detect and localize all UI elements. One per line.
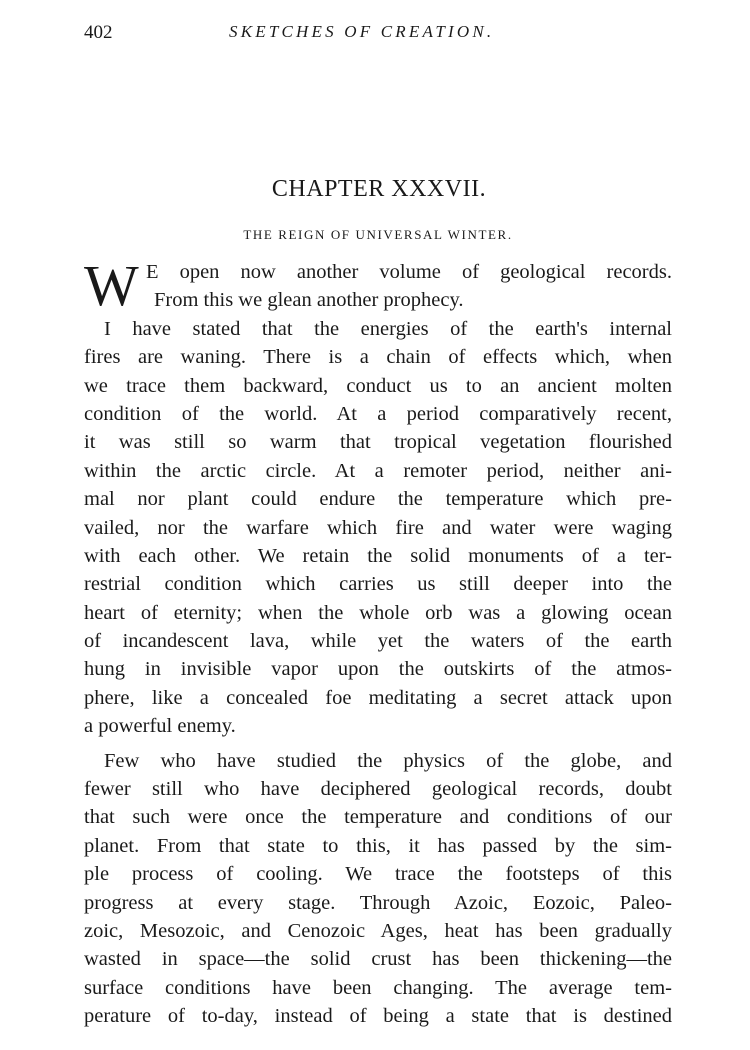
- text-line: ple process of cooling. We trace the footsteps of this: [84, 863, 672, 886]
- paragraph-2: [84, 315, 672, 741]
- paragraph-3: [84, 747, 672, 1031]
- text-line: planet. From that state to this, it has passed by the sim-: [84, 834, 672, 857]
- text-line: I have stated that the energies of the earth's internal: [104, 317, 672, 340]
- text-line: heart of eternity; when the whole orb was a glowing ocean: [84, 601, 672, 624]
- text-line: From this we glean another prophecy.: [154, 289, 464, 312]
- text-line: condition of the world. At a period comparatively recent,: [84, 402, 672, 425]
- text-line: with each other. We retain the solid monuments of a ter-: [84, 544, 672, 567]
- text-line: progress at every stage. Through Azoic, Eozoic, Paleo-: [84, 891, 672, 914]
- chapter-title: CHAPTER XXXVII.: [271, 176, 487, 202]
- text-line: that such were once the temperature and conditions of our: [84, 806, 672, 829]
- text-line: mal nor plant could endure the temperature which pre-: [84, 488, 672, 511]
- text-line: fires are waning. There is a chain of effects which, when: [84, 346, 672, 369]
- body-text: [84, 253, 672, 1031]
- text-line: zoic, Mesozoic, and Cenozoic Ages, heat has been gradually: [84, 919, 672, 942]
- text-line: of incandescent lava, while yet the waters of the earth: [84, 630, 672, 653]
- text-line: fewer still who have deciphered geological records, doubt: [84, 778, 672, 801]
- running-head: [84, 22, 672, 46]
- text-line: it was still so warm that tropical vegetation flourished: [84, 431, 672, 454]
- running-title: SKETCHES OF CREATION.: [229, 22, 495, 41]
- page-number: 402: [84, 22, 113, 43]
- text-line: E open now another volume of geological records.: [146, 261, 672, 283]
- chapter-subtitle: THE REIGN OF UNIVERSAL WINTER.: [243, 227, 513, 242]
- text-line: vailed, nor the warfare which fire and water were waging: [84, 516, 672, 539]
- text-line: wasted in space—the solid crust has been thickening—the: [84, 948, 672, 971]
- text-line: surface conditions have been changing. The average tem-: [84, 976, 672, 999]
- text-line: hung in invisible vapor upon the outskirts of the atmos-: [84, 658, 672, 681]
- text-line: within the arctic circle. At a remoter period, neither ani-: [84, 459, 672, 482]
- text-line: Few who have studied the physics of the globe, and: [104, 749, 672, 772]
- paragraph-1: [84, 253, 672, 318]
- text-line: a powerful enemy.: [84, 715, 236, 738]
- drop-cap: W: [84, 253, 139, 318]
- text-line: restrial condition which carries us still deeper into the: [84, 573, 672, 596]
- text-line: perature of to-day, instead of being a state that is destined: [84, 1005, 672, 1028]
- text-line: we trace them backward, conduct us to an ancient molten: [84, 374, 672, 397]
- text-line: phere, like a concealed foe meditating a secret attack upon: [84, 686, 672, 709]
